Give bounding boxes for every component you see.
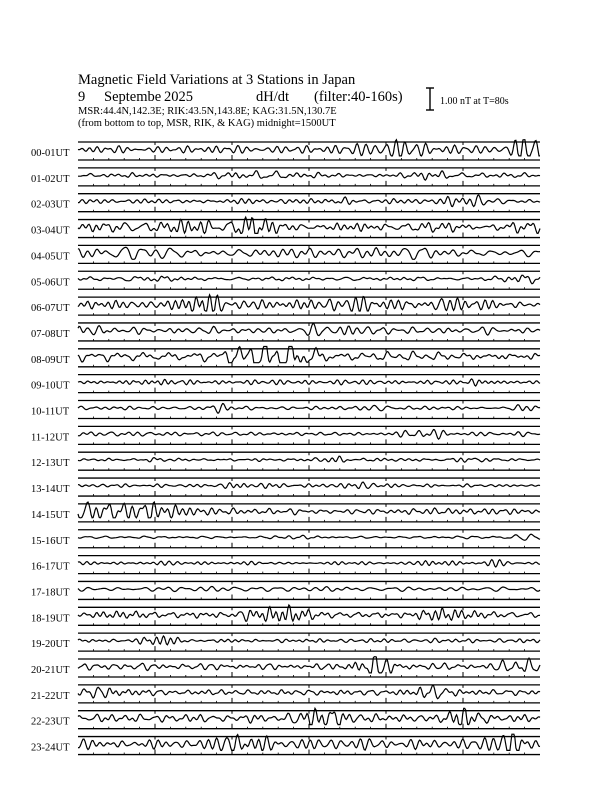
row-label: 21-22UT bbox=[31, 690, 70, 702]
chart-title: Magnetic Field Variations at 3 Stations in Japan bbox=[78, 72, 356, 88]
station-trace bbox=[78, 404, 540, 413]
date-day: 9 bbox=[78, 89, 86, 105]
row-label: 02-03UT bbox=[31, 199, 70, 211]
row-label: 06-07UT bbox=[31, 303, 70, 315]
scale-bar-label: 1.00 nT at T=80s bbox=[440, 96, 509, 107]
station-trace bbox=[78, 636, 540, 645]
row-label: 08-09UT bbox=[31, 354, 70, 366]
row-label: 00-01UT bbox=[31, 148, 70, 159]
row-label: 03-04UT bbox=[31, 225, 70, 237]
row-label: 13-14UT bbox=[31, 484, 70, 496]
station-trace bbox=[78, 456, 540, 462]
station-trace bbox=[78, 587, 540, 592]
row-label: 04-05UT bbox=[31, 251, 70, 263]
row-label: 17-18UT bbox=[31, 587, 70, 599]
mode-label: dH/dt bbox=[256, 89, 290, 105]
row-label: 07-08UT bbox=[31, 328, 70, 340]
filter-label: (filter:40-160s) bbox=[314, 89, 403, 105]
row-label: 11-12UT bbox=[31, 432, 70, 444]
station-trace bbox=[78, 560, 540, 567]
row-label: 19-20UT bbox=[31, 639, 70, 651]
row-label: 20-21UT bbox=[31, 665, 70, 676]
row-label: 16-17UT bbox=[31, 561, 70, 573]
row-label: 22-23UT bbox=[31, 716, 70, 728]
row-label: 23-24UT bbox=[31, 742, 70, 754]
station-trace bbox=[78, 430, 540, 440]
stack-order-note: (from bottom to top, MSR, RIK, & KAG) midnight=1500UT bbox=[78, 118, 336, 129]
station-trace bbox=[78, 534, 540, 540]
station-list: MSR:44.4N,142.3E; RIK:43.5N,143.8E; KAG:31.5N,130.7E bbox=[78, 106, 337, 117]
row-label: 09-10UT bbox=[31, 380, 70, 392]
row-label: 01-02UT bbox=[31, 173, 70, 185]
date-month: Septembe bbox=[104, 89, 162, 105]
row-label: 14-15UT bbox=[31, 509, 70, 521]
station-trace bbox=[78, 275, 540, 284]
row-label: 05-06UT bbox=[31, 277, 70, 289]
station-trace bbox=[78, 482, 540, 488]
station-trace bbox=[78, 379, 540, 386]
row-label: 15-16UT bbox=[31, 535, 70, 547]
row-label: 18-19UT bbox=[31, 613, 70, 625]
station-trace bbox=[78, 247, 540, 259]
row-label: 10-11UT bbox=[31, 406, 70, 418]
row-label: 12-13UT bbox=[31, 458, 70, 470]
station-trace bbox=[78, 171, 540, 180]
date-year: 2025 bbox=[164, 89, 193, 105]
